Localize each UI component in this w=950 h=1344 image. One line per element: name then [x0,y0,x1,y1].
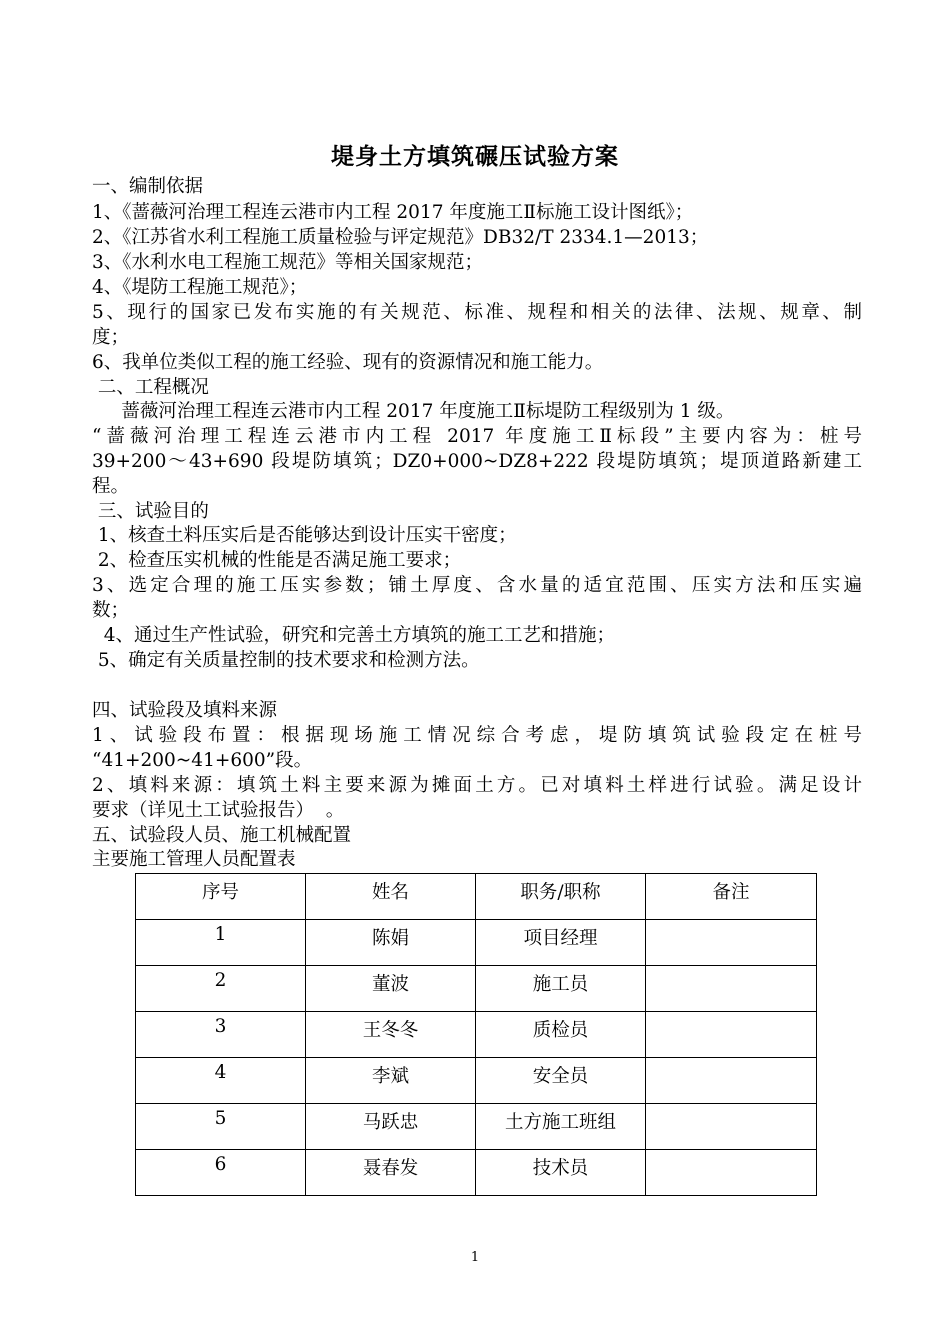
text-line: 蔷薇河治理工程连云港市内工程 2017 年度施工Ⅱ标堤防工程级别为 1 级。 [92,401,735,422]
text-line: 2、填料来源：填筑土料主要来源为摊面土方。已对填料土样进行试验。满足设计 [92,775,862,796]
table-cell: 2 [136,966,306,1012]
text-line: 四、试验段及填料来源 [92,700,278,721]
table-cell: 质检员 [476,1012,646,1058]
table-cell: 李斌 [306,1058,476,1104]
table-cell: 施工员 [476,966,646,1012]
text-line: “41+200~41+600”段。 [92,750,313,771]
staff-table-container [135,873,816,1196]
table-cell: 土方施工班组 [476,1104,646,1150]
text-line: “蔷薇河治理工程连云港市内工程 2017 年度施工Ⅱ标段”主要内容为：桩号 [92,426,862,447]
table-cell [646,966,817,1012]
text-line: 1、试验段布置：根据现场施工情况综合考虑，堤防填筑试验段定在桩号 [92,725,862,746]
table-cell: 陈娟 [306,920,476,966]
table-cell: 王冬冬 [306,1012,476,1058]
table-cell: 项目经理 [476,920,646,966]
table-cell: 安全员 [476,1058,646,1104]
table-cell: 技术员 [476,1150,646,1196]
table-row [136,1058,817,1104]
text-line: 五、试验段人员、施工机械配置 [92,825,352,846]
text-line: 1、核查土料压实后是否能够达到设计压实干密度； [92,525,517,546]
table-header-cell: 序号 [136,874,306,920]
table-cell: 董波 [306,966,476,1012]
text-line: 4、通过生产性试验，研究和完善土方填筑的施工工艺和措施； [92,625,616,646]
table-header-cell: 备注 [646,874,817,920]
table-row [136,1012,817,1058]
text-line: 4、《堤防工程施工规范》； [92,277,308,298]
text-line: 3、《水利水电工程施工规范》等相关国家规范； [92,252,484,273]
table-cell [646,920,817,966]
text-line: 6、我单位类似工程的施工经验、现有的资源情况和施工能力。 [92,352,604,373]
text-line: 度； [92,327,130,348]
table-row [136,1150,817,1196]
table-cell: 马跃忠 [306,1104,476,1150]
staff-table [135,873,817,1196]
table-cell: 5 [136,1104,306,1150]
text-line: 39+200～43+690 段堤防填筑；DZ0+000~DZ8+222 段堤防填筑；堤顶道路新建工 [92,451,862,472]
text-line: 1、《蔷薇河治理工程连云港市内工程 2017 年度施工Ⅱ标施工设计图纸》； [92,202,694,223]
table-cell: 4 [136,1058,306,1104]
table-cell [646,1012,817,1058]
table-header-cell: 姓名 [306,874,476,920]
text-line: 2、检查压实机械的性能是否满足施工要求； [92,550,462,571]
text-line: 程。 [92,476,130,497]
table-cell: 聂春发 [306,1150,476,1196]
table-cell: 3 [136,1012,306,1058]
text-line: 二、工程概况 [92,377,209,398]
table-cell: 1 [136,920,306,966]
document-title: 堤身土方填筑碾压试验方案 [331,143,619,170]
table-header-cell: 职务/职称 [476,874,646,920]
text-line: 5、现行的国家已发布实施的有关规范、标准、规程和相关的法律、法规、规章、制 [92,302,862,323]
text-line: 3、选定合理的施工压实参数；铺土厚度、含水量的适宜范围、压实方法和压实遍 [92,575,862,596]
table-cell [646,1058,817,1104]
table-row [136,920,817,966]
text-line: 要求（详见土工试验报告） 。 [92,800,345,821]
table-row [136,966,817,1012]
table-row [136,1104,817,1150]
table-cell [646,1104,817,1150]
text-line: 5、确定有关质量控制的技术要求和检测方法。 [92,650,480,671]
page-number: 1 [470,1250,480,1265]
text-line: 一、编制依据 [92,176,204,197]
text-line: 主要施工管理人员配置表 [92,849,296,870]
text-line: 三、试验目的 [92,501,209,522]
table-cell: 6 [136,1150,306,1196]
table-header-row [136,874,817,920]
table-cell [646,1150,817,1196]
text-line: 数； [92,600,130,621]
text-line: 2、《江苏省水利工程施工质量检验与评定规范》DB32/T 2334.1—2013； [92,227,709,248]
